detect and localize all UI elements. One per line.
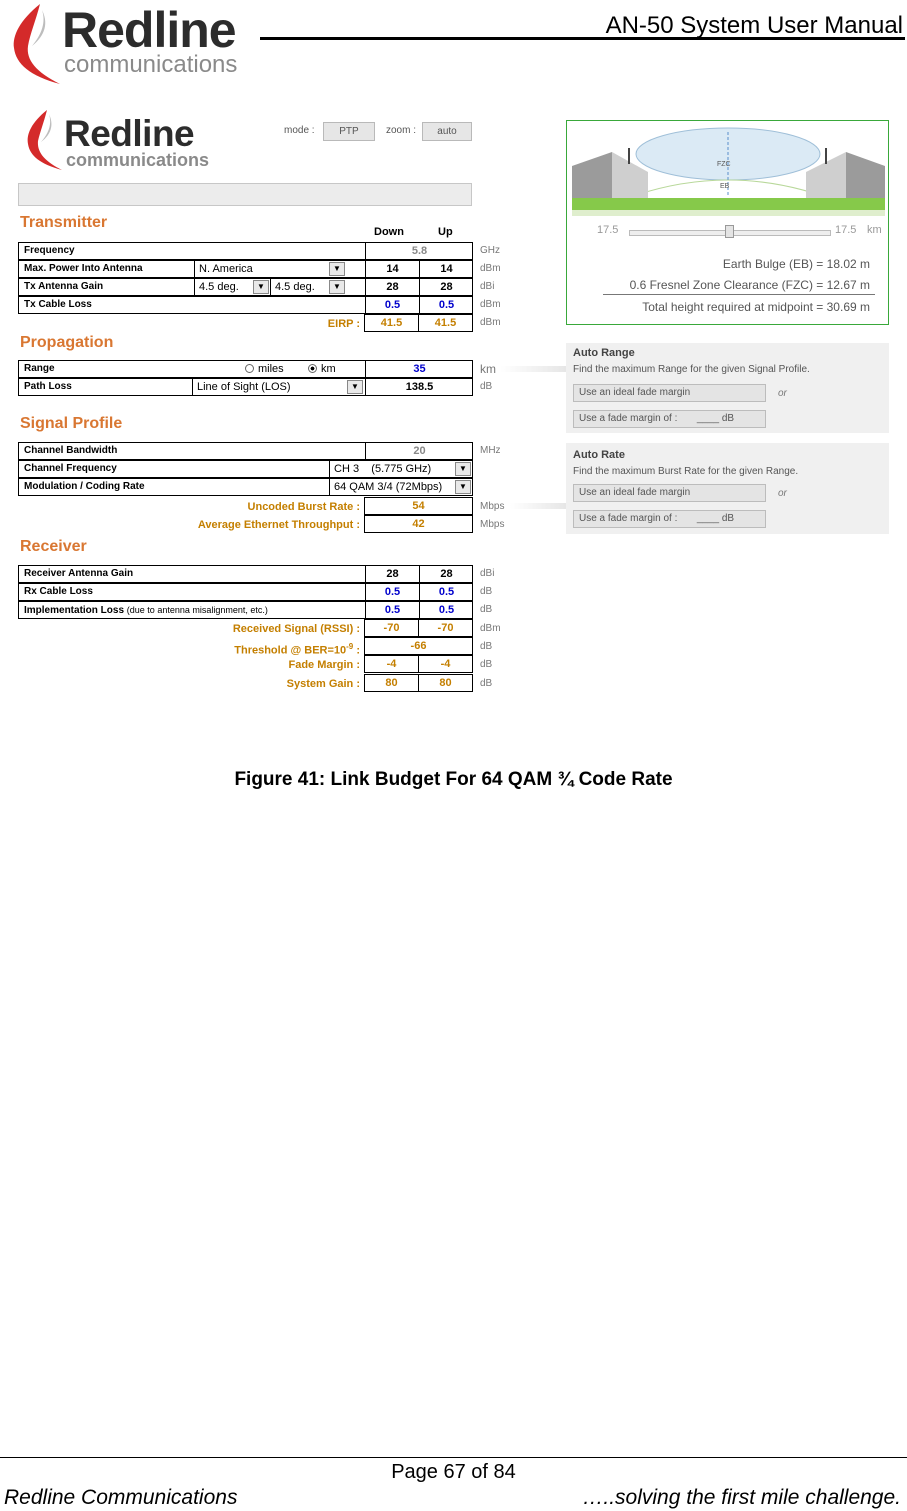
tool-status-bar: [18, 183, 472, 206]
system-gain-down: 80: [364, 674, 419, 692]
rx-cable-unit: dB: [480, 586, 493, 597]
auto-range-fade-button[interactable]: Use a fade margin of : ____ dB: [573, 410, 766, 428]
tx-gain-up-dropdown-icon[interactable]: ▼: [329, 280, 345, 294]
miles-label: miles: [258, 363, 284, 375]
fade-margin-unit: dB: [480, 659, 493, 670]
modulation-row: [18, 478, 473, 496]
earth-bulge-text: Earth Bulge (EB) = 18.02 m: [722, 257, 870, 271]
auto-rate-panel: [566, 443, 889, 534]
threshold-unit: dB: [480, 641, 493, 652]
rx-gain-up: 28: [419, 566, 473, 582]
bandwidth-row: [18, 442, 473, 460]
auto-range-connector: [500, 366, 566, 372]
system-gain-up: 80: [418, 674, 473, 692]
tx-gain-down: 28: [365, 279, 419, 295]
zoom-button[interactable]: auto: [422, 122, 472, 141]
range-value[interactable]: 35: [365, 361, 473, 377]
system-gain-label: System Gain :: [286, 678, 360, 690]
fade-margin-down: -4: [364, 655, 419, 673]
tool-logo-subtitle: communications: [66, 150, 210, 170]
impl-loss-label-text: Implementation Loss: [24, 605, 125, 616]
tx-gain-up: 28: [419, 279, 473, 295]
rssi-up: -70: [418, 619, 473, 637]
tx-cable-label: Tx Cable Loss: [24, 299, 92, 310]
footer-rule: [0, 1457, 907, 1458]
tx-gain-down-dropdown-icon[interactable]: ▼: [253, 280, 269, 294]
channel-frequency-label: Channel Frequency: [24, 463, 117, 474]
path-loss-row: [18, 378, 473, 396]
path-loss-dropdown-icon[interactable]: ▼: [347, 380, 363, 394]
mode-button[interactable]: PTP: [323, 122, 375, 141]
channel-frequency-select[interactable]: CH 3 (5.775 GHz): [329, 461, 473, 477]
rssi-down: -70: [364, 619, 419, 637]
max-power-down: 14: [365, 261, 419, 277]
receiver-heading: Receiver: [20, 538, 87, 555]
tool-logo-swoosh-icon: [22, 108, 64, 174]
tx-gain-up-select[interactable]: 4.5 deg.: [270, 279, 346, 295]
eirp-label: EIRP :: [327, 318, 360, 330]
mode-label: mode :: [284, 125, 315, 136]
auto-rate-fade-button[interactable]: Use a fade margin of : ____ dB: [573, 510, 766, 528]
eirp-down: 41.5: [364, 314, 419, 332]
impl-loss-up[interactable]: 0.5: [419, 602, 473, 618]
zoom-label: zoom :: [386, 125, 417, 136]
bandwidth-unit: MHz: [480, 445, 501, 456]
frequency-row: [18, 242, 473, 260]
header-logo-swoosh-icon: [6, 2, 64, 88]
total-height-text: Total height required at midpoint = 30.69 m: [642, 300, 870, 314]
frequency-unit: GHz: [480, 245, 500, 256]
threshold-label: [150, 640, 360, 658]
modulation-label: Modulation / Coding Rate: [24, 481, 145, 492]
max-power-label: Max. Power Into Antenna: [24, 263, 143, 274]
auto-range-desc: Find the maximum Range for the given Signal Profile.: [573, 364, 810, 375]
impl-loss-row: [18, 601, 473, 619]
propagation-heading: Propagation: [20, 334, 114, 351]
range-row: [18, 360, 473, 378]
range-unit: km: [480, 362, 496, 376]
region-select[interactable]: N. America: [194, 261, 346, 277]
path-loss-unit: dB: [480, 381, 493, 392]
path-loss-label: Path Loss: [24, 381, 72, 392]
threshold-label-text: Threshold @ BER=10: [234, 644, 347, 657]
rx-cable-label: Rx Cable Loss: [24, 586, 93, 597]
threshold-exponent: -9: [346, 642, 354, 651]
transmitter-heading: Transmitter: [20, 214, 108, 231]
eirp-unit: dBm: [480, 317, 501, 328]
figure-caption: Figure 41: Link Budget For 64 QAM ¾ Code Rate: [234, 769, 673, 790]
tx-cable-up[interactable]: 0.5: [419, 297, 473, 313]
throughput-unit: Mbps: [480, 519, 505, 530]
fzc-label: FZC: [717, 161, 731, 168]
max-power-unit: dBm: [480, 263, 501, 274]
tx-cable-down[interactable]: 0.5: [365, 297, 419, 313]
modulation-select[interactable]: 64 QAM 3/4 (72Mbps): [329, 479, 473, 495]
auto-range-title: Auto Range: [573, 347, 635, 359]
page-number: Page 67 of 84: [391, 1461, 516, 1483]
auto-range-or: or: [778, 388, 787, 399]
impl-loss-unit: dB: [480, 604, 493, 615]
range-slider-thumb[interactable]: [725, 225, 734, 238]
modulation-dropdown-icon[interactable]: ▼: [455, 480, 471, 494]
impl-loss-down[interactable]: 0.5: [365, 602, 419, 618]
slider-unit: km: [867, 224, 882, 236]
document-title: AN-50 System User Manual: [605, 12, 903, 39]
km-label: km: [321, 363, 336, 375]
tx-gain-label: Tx Antenna Gain: [24, 281, 104, 292]
auto-rate-connector: [510, 503, 566, 509]
throughput-value: 42: [364, 515, 473, 533]
frequency-label: Frequency: [24, 245, 75, 256]
impl-loss-label: [24, 602, 268, 619]
auto-rate-desc: Find the maximum Burst Rate for the given Range.: [573, 466, 799, 477]
burst-rate-label: Uncoded Burst Rate :: [247, 501, 360, 513]
burst-rate-value: 54: [364, 497, 473, 515]
frequency-value: 5.8: [365, 243, 473, 259]
bandwidth-label: Channel Bandwidth: [24, 445, 118, 456]
fade-margin-up: -4: [418, 655, 473, 673]
rssi-unit: dBm: [480, 623, 501, 634]
link-profile-panel: [566, 120, 889, 325]
max-power-up: 14: [419, 261, 473, 277]
rx-gain-unit: dBi: [480, 568, 495, 579]
max-power-row: [18, 260, 473, 278]
col-down-header: Down: [374, 226, 404, 238]
path-loss-select[interactable]: Line of Sight (LOS): [192, 379, 365, 395]
sum-rule: [603, 294, 875, 295]
auto-range-panel: [566, 343, 889, 433]
burst-rate-unit: Mbps: [480, 501, 505, 512]
threshold-label-colon: :: [353, 644, 360, 657]
threshold-value: -66: [364, 637, 473, 655]
rx-gain-row: [18, 565, 473, 583]
eb-label: EB: [720, 183, 730, 190]
fresnel-clearance-text: 0.6 Fresnel Zone Clearance (FZC) = 12.67 m: [629, 278, 870, 292]
rx-cable-row: [18, 583, 473, 601]
throughput-label: Average Ethernet Throughput :: [197, 519, 360, 531]
range-label: Range: [24, 363, 55, 374]
footer-slogan: …..solving the first mile challenge.: [582, 1486, 901, 1509]
channel-frequency-dropdown-icon[interactable]: ▼: [455, 462, 471, 476]
rx-cable-up[interactable]: 0.5: [419, 584, 473, 600]
rx-gain-down: 28: [365, 566, 419, 582]
system-gain-unit: dB: [480, 678, 493, 689]
signal-profile-heading: Signal Profile: [20, 415, 123, 432]
col-up-header: Up: [438, 226, 453, 238]
path-loss-value: 138.5: [365, 379, 473, 395]
footer-company: Redline Communications: [4, 1486, 238, 1509]
impl-loss-note: (due to antenna misalignment, etc.): [126, 605, 268, 615]
rssi-label: Received Signal (RSSI) :: [232, 623, 360, 635]
fresnel-diagram: [572, 126, 885, 216]
tool-logo-wordmark: Redline: [64, 113, 195, 154]
tx-cable-row: [18, 296, 473, 314]
fade-margin-label: Fade Margin :: [288, 659, 360, 671]
tx-gain-unit: dBi: [480, 281, 495, 292]
tx-cable-unit: dBm: [480, 299, 501, 310]
auto-rate-title: Auto Rate: [573, 449, 625, 461]
region-dropdown-icon[interactable]: ▼: [329, 262, 345, 276]
miles-radio[interactable]: [245, 364, 254, 373]
auto-rate-or: or: [778, 488, 787, 499]
tx-gain-row: [18, 278, 473, 296]
km-radio[interactable]: [308, 364, 317, 373]
tx-gain-down-select[interactable]: 4.5 deg.: [194, 279, 270, 295]
channel-frequency-row: [18, 460, 473, 478]
slider-left-value: 17.5: [597, 224, 619, 236]
slider-right-value: 17.5: [835, 224, 857, 236]
auto-range-ideal-button[interactable]: Use an ideal fade margin: [573, 384, 766, 402]
header-logo-subtitle: communications: [64, 51, 238, 78]
auto-rate-ideal-button[interactable]: Use an ideal fade margin: [573, 484, 766, 502]
rx-cable-down[interactable]: 0.5: [365, 584, 419, 600]
header-logo-wordmark: Redline: [62, 2, 236, 58]
bandwidth-value: 20: [365, 443, 473, 459]
rx-gain-label: Receiver Antenna Gain: [24, 568, 134, 579]
eirp-up: 41.5: [418, 314, 473, 332]
